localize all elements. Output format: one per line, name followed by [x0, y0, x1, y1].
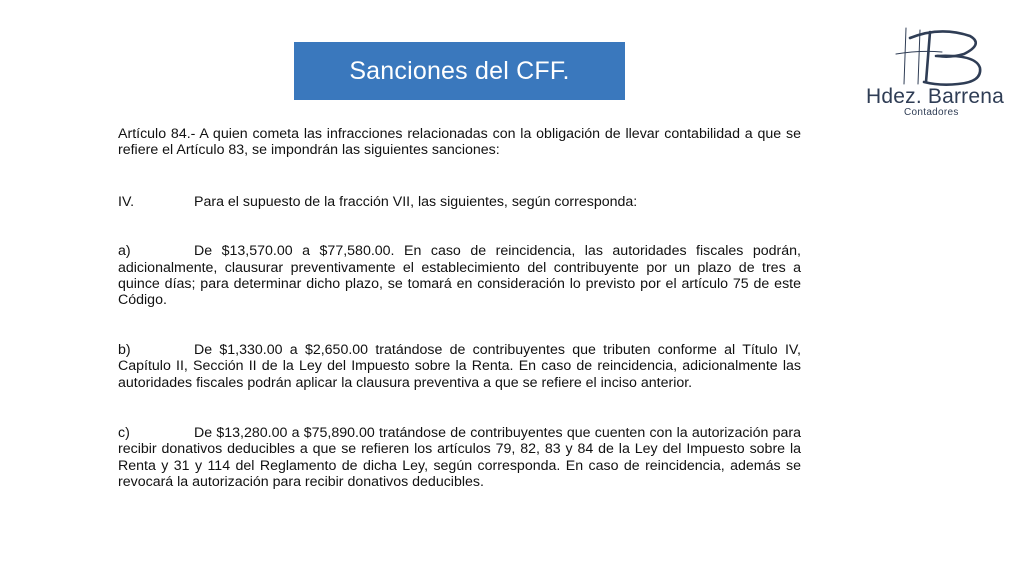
logo-name: Hdez. Barrena [866, 85, 1005, 108]
list-item-b [118, 342, 801, 391]
slide-title: Sanciones del CFF. [349, 56, 570, 85]
list-item-a [118, 243, 801, 309]
list-item-c [118, 425, 801, 491]
item-text-a: De $13,570.00 a $77,580.00. En caso de reincidencia, las autoridades fiscales podrán, adicionalmente, clausurar preventivamente el establecimiento del contribuyente por un plazo de tres a quince días; para determinar dicho plazo, se tomará en consideración lo previsto por el artículo 75 de este Código. [118, 243, 801, 309]
logo-subtitle: Contadores [904, 107, 959, 118]
item-text-b: De $1,330.00 a $2,650.00 tratándose de contribuyentes que tributen conforme al Título IV, Capítulo II, Sección II de la Ley del Impuesto sobre la Renta. En caso de reincidencia, adicionalmente las autoridades fiscales podrán aplicar la clausura preventiva a que se refiere el inciso anterior. [118, 341, 801, 391]
fraction-iv [118, 194, 801, 210]
article-intro: Artículo 84.- A quien cometa las infracciones relacionadas con la obligación de llevar contabilidad a que se refiere el Artículo 83, se impondrán las siguientes sanciones: [118, 126, 801, 159]
title-banner [294, 42, 625, 100]
item-marker-c: c) [118, 425, 130, 442]
fraction-text: Para el supuesto de la fracción VII, las siguientes, según corresponda: [194, 193, 638, 210]
item-text-c: De $13,280.00 a $75,890.00 tratándose de contribuyentes que cuenten con la autorización para recibir donativos deducibles a que se refieren los artículos 79, 82, 83 y 84 de la Ley del Impuesto sobre la Renta y 31 y 114 del Reglamento de dicha Ley, según corresponda. En caso de reincidencia, además se revocará la autorización para recibir donativos deducibles. [118, 425, 801, 491]
item-marker-a: a) [118, 243, 131, 260]
hb-monogram-logo-icon [880, 24, 990, 90]
item-marker-b: b) [118, 341, 131, 358]
fraction-marker: IV. [118, 193, 135, 210]
article-body [118, 126, 801, 491]
company-logo [862, 24, 1005, 120]
